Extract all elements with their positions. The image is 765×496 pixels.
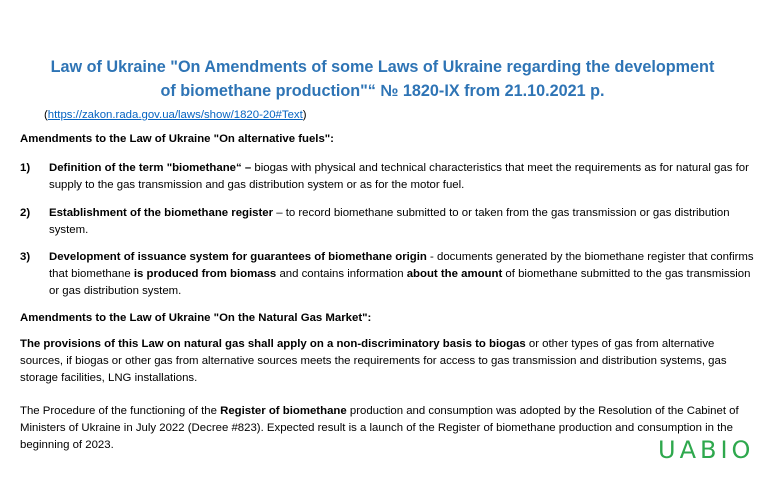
guarantees-text-e: of biomethane submitted to the gas transmission or gas distribution system. xyxy=(49,268,751,297)
guarantees-bold-b: is produced from biomass xyxy=(133,268,277,280)
procedure-text-a: The Procedure of the functioning of the xyxy=(20,405,221,417)
source-open-paren: ( xyxy=(44,109,48,121)
list-item-number: 2) xyxy=(20,207,31,219)
source-reference xyxy=(44,108,307,122)
natural-gas-paragraph xyxy=(20,336,758,387)
register-bold: Establishment of the biomethane register xyxy=(49,207,274,219)
natural-gas-text: or other types of gas from alternative sources, if biogas or other gas from alternative sources meets the requirements for access to gas transmission and distribution systems, gas storage facilities, LNG installations. xyxy=(20,338,727,384)
procedure-text-b: production and consumption was adopted by the Resolution of the Cabinet of Ministers of Ukraine in July 2022 (Decree #823). Expected result is a launch of the Register of biomethane production and consumption in the beginning of 2023. xyxy=(20,405,739,451)
list-item-text xyxy=(49,205,759,239)
natural-gas-bold: The provisions of this Law on natural gas shall apply on a non-discriminatory basis to biogas xyxy=(20,338,526,350)
title-line-1: Law of Ukraine "On Amendments of some Laws of Ukraine regarding the development xyxy=(50,58,715,76)
procedure-bold: Register of biomethane xyxy=(220,405,347,417)
list-item-text xyxy=(49,249,759,300)
uabio-logo: UABIO xyxy=(658,436,755,464)
page-title xyxy=(30,55,735,103)
guarantees-text-c: and contains information xyxy=(276,268,407,280)
title-line-2: of biomethane production"“ № 1820-IX from 21.10.2021 p. xyxy=(160,82,605,100)
guarantees-text-a: - documents generated by the biomethane register that confirms that biomethane xyxy=(49,251,754,280)
list-item-number: 1) xyxy=(20,162,31,174)
register-text: – to record biomethane submitted to or taken from the gas transmission or gas distribution system. xyxy=(49,207,730,236)
source-link[interactable]: https://zakon.rada.gov.ua/laws/show/1820-20#Text xyxy=(47,109,303,121)
guarantees-bold: Development of issuance system for guarantees of biomethane origin xyxy=(49,251,427,263)
guarantees-bold-d: about the amount xyxy=(406,268,503,280)
term-definition-text: biogas with physical and technical characteristics that meet the requirements as for natural gas for supply to the gas transmission and gas distribution system or as for the motor fuel. xyxy=(49,162,749,191)
source-close-paren: ) xyxy=(302,109,307,121)
term-definition-bold: Definition of the term "biomethane“ – xyxy=(49,162,252,174)
section1-heading: Amendments to the Law of Ukraine "On alternative fuels": xyxy=(20,133,334,145)
list-item-number: 3) xyxy=(20,251,31,263)
procedure-paragraph xyxy=(20,403,758,454)
section2-heading: Amendments to the Law of Ukraine "On the Natural Gas Market": xyxy=(20,312,372,324)
list-item-text xyxy=(49,160,759,194)
